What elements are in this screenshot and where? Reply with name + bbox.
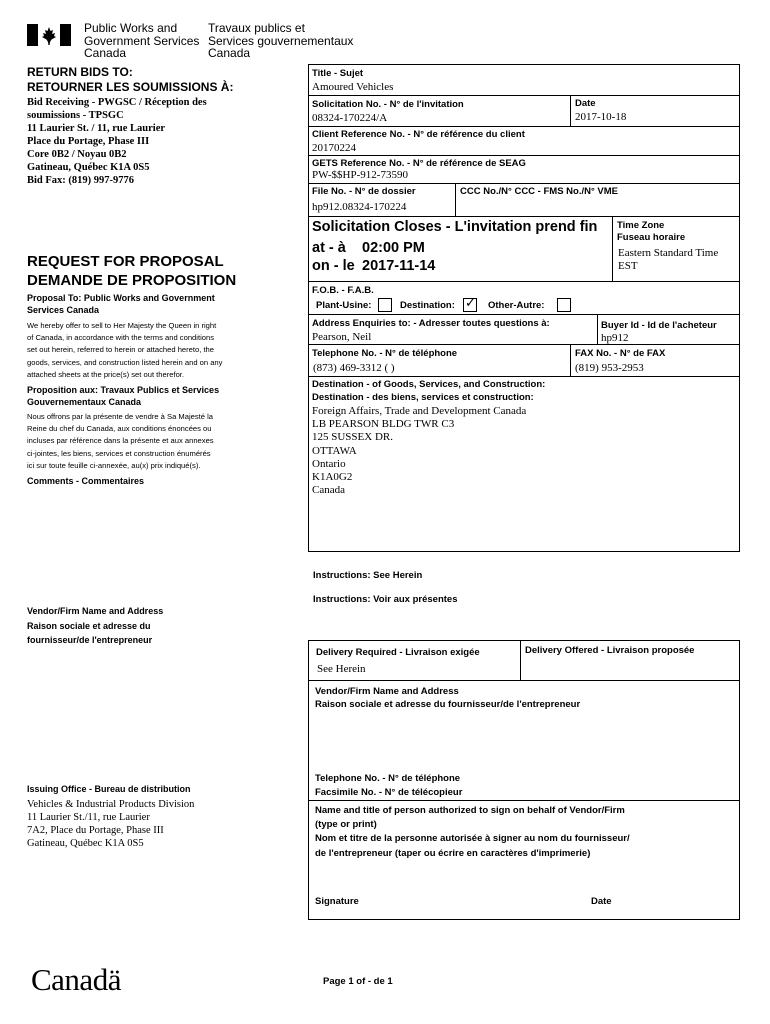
authorized-person-label: Name and title of person authorized to sign on behalf of Vendor/Firm (type or print) Nom et titre de la personne autorisée à signer au nom du fournisseur/ de l'entrepreneur (taper ou écrire en caractères d'imprimerie) [315,805,630,859]
time-zone-value: Eastern Standard Time EST [618,247,719,272]
department-name-en: Public Works and Government Services Canada [84,21,200,60]
request-title: REQUEST FOR PROPOSAL DEMANDE DE PROPOSITION [27,253,237,289]
vendor-name-address-label-form: Vendor/Firm Name and Address Raison sociale et adresse du fournisseur/de l'entrepreneur [315,686,581,710]
client-reference-value: 20170224 [312,142,356,154]
proposition-aux: Proposition aux: Travaux Publics et Services Gouvernementaux Canada [27,385,220,407]
title-value: Amoured Vehicles [312,81,394,93]
buyer-id-value: hp912 [601,332,629,344]
other-checkbox[interactable] [557,298,571,312]
offer-text-en: We hereby offer to sell to Her Majesty the Queen in right of Canada, in accordance with the terms and conditions set out herein, referred to herein or attached hereto, the goods, services, and construction listed herein and on any attached sheets at the price(s) set out therefor. [27,321,223,379]
fax-value: (819) 953-2953 [575,362,644,374]
solicitation-closes-title: Solicitation Closes - L'invitation prend fin [312,219,598,235]
issuing-office-address: Vehicles & Industrial Products Division 11 Laurier St./11, rue Laurier 7A2, Place du Portage, Phase III Gatineau, Québec K1A 0S5 [27,799,195,849]
solicitation-number-value: 08324-170224/A [312,112,388,124]
destination-address: Foreign Affairs, Trade and Development Canada LB PEARSON BLDG TWR C3 125 SUSSEX DR. OTTAWA Ontario K1A0G2 Canada [312,405,527,497]
time-zone-label: Time Zone Fuseau horaire [617,220,686,243]
page-number: Page 1 of - de 1 [323,976,393,987]
plant-checkbox[interactable] [378,298,392,312]
closing-date-value: 2017-11-14 [362,258,436,274]
return-bids-title: RETURN BIDS TO: RETOURNER LES SOUMISSIONS À: [27,65,234,94]
closing-time-label: at - à [312,240,346,256]
delivery-required-label: Delivery Required - Livraison exigée [316,647,480,658]
issuing-office-label: Issuing Office - Bureau de distribution [27,784,191,794]
proposal-to: Proposal To: Public Works and Government Services Canada [27,293,215,315]
destination-label: Destination: [400,300,455,311]
gets-reference-value: PW-$$HP-912-73590 [312,169,408,181]
address-enquiries-label: Address Enquiries to: - Adresser toutes questions à: [312,318,550,329]
comments-label: Comments - Commentaires [27,476,145,486]
delivery-required-value: See Herein [317,663,366,675]
telephone-label: Telephone No. - N° de téléphone [312,348,458,359]
telephone-value: (873) 469-3312 ( ) [313,362,395,374]
file-number-label: File No. - N° de dossier [312,186,416,197]
ccc-number-label: CCC No./N° CCC - FMS No./N° VME [460,186,619,197]
destination-goods-label: Destination - of Goods, Services, and Construction: Destination - des biens, services et construction: [312,379,546,403]
checkmark-icon: ✓ [465,295,476,310]
fax-label: FAX No. - N° de FAX [575,348,666,359]
closing-time-value: 02:00 PM [362,240,425,256]
buyer-id-label: Buyer Id - Id de l'acheteur [601,320,717,331]
signature-date-label: Date [591,896,612,907]
vendor-phone-label: Telephone No. - N° de téléphone Facsimile No. - N° de télécopieur [315,773,463,798]
canada-flag-icon [27,24,71,46]
plant-label: Plant-Usine: [316,300,372,311]
vendor-name-address-label: Vendor/Firm Name and Address Raison sociale et adresse du fournisseur/de l'entrepreneur [27,606,164,645]
instructions-en: Instructions: See Herein [313,570,423,581]
offer-text-fr: Nous offrons par la présente de vendre à Sa Majesté la Reine du chef du Canada, aux conditions énoncées ou incluses par référence dans la présente et aux annexes ci-jointes, les biens, services et construction énumérés ici sur toute feuille ci-annexée, au(x) prix indiqué(s). [27,412,214,470]
fob-label: F.O.B. - F.A.B. [312,285,374,296]
department-name-fr: Travaux publics et Services gouvernementaux Canada [208,21,354,60]
canada-wordmark: Canadä [31,962,121,997]
other-label: Other-Autre: [488,300,545,311]
closing-date-label: on - le [312,258,355,274]
destination-checkbox[interactable] [463,295,477,312]
gets-reference-label: GETS Reference No. - N° de référence de SEAG [312,158,526,169]
date-value: 2017-10-18 [575,111,627,123]
instructions-fr: Instructions: Voir aux présentes [313,594,458,605]
return-bids-address: Bid Receiving - PWGSC / Réception des soumissions - TPSGC 11 Laurier St. / 11, rue Laurier Place du Portage, Phase III Core 0B2 / Noyau 0B2 Gatineau, Québec K1A 0S5 Bid Fax: (819) 997-9776 [27,97,207,186]
signature-label: Signature [315,896,359,907]
client-reference-label: Client Reference No. - N° de référence du client [312,129,525,140]
solicitation-number-label: Solicitation No. - N° de l'invitation [312,99,464,110]
address-enquiries-value: Pearson, Neil [312,331,372,343]
delivery-offered-label: Delivery Offered - Livraison proposée [525,645,695,656]
file-number-value: hp912.08324-170224 [312,201,407,213]
title-label: Title - Sujet [312,68,364,79]
date-label: Date [575,98,596,109]
